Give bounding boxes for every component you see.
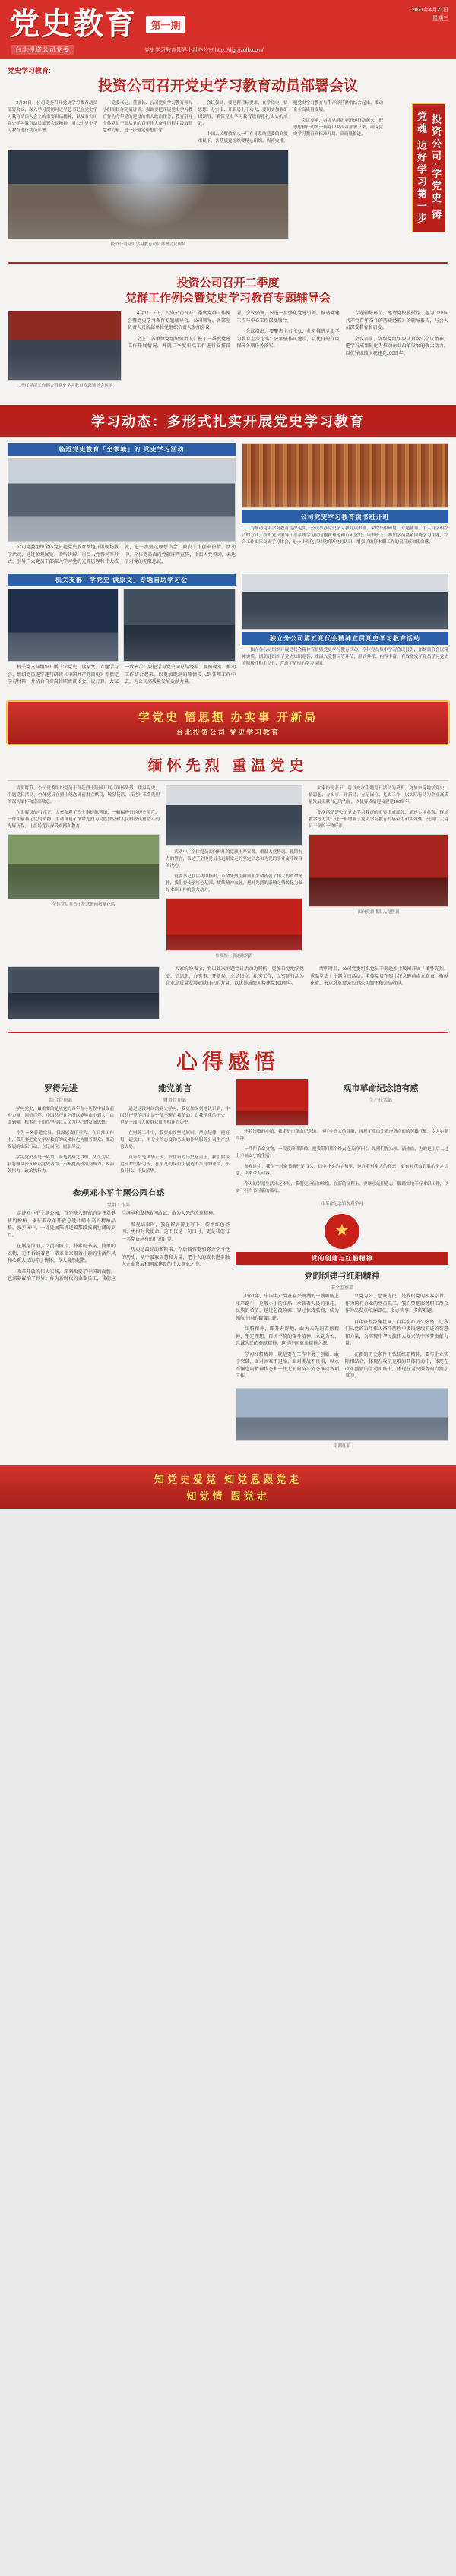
dynamics-section <box>0 437 456 696</box>
lead-paragraph: 中国人民解放军八一厂在各系统党委的高度重视下，各基层党组织要精心组织，周密安排，把党史学习教育与生产经营紧密结合起来，推动企业高质量发展。 <box>198 101 383 144</box>
reflection-paragraph: 走进邓小平主题公园，首先映入眼帘的是苍翠挺拔的松柏，象征着改革开放总设计师崇高的精神品格。漫步园中，一处处展陈讲述着那段波澜壮阔的岁月。 <box>8 1212 116 1238</box>
divider <box>8 1032 448 1033</box>
memorial-row-1 <box>8 785 448 962</box>
reflection-paragraph: 在新的历史条件下弘扬红船精神，要与企业实际相结合，体现在攻坚克难的具体行动中，体现在改革创新的生动实践中，体现在为民服务的点滴小事中。 <box>345 1352 448 1379</box>
dynamics-block-title: 独立分公司第五党代会精神宣贯党史学习教育活动 <box>242 632 448 645</box>
memorial-paragraph: 清明时节，公司党委组织党员干部赴烈士陵园开展「缅怀先烈、重温党史」主题党日活动。全体党员在烈士纪念碑前肃立默哀，敬献花篮，表达对革命先烈的深切缅怀和崇高敬意。 <box>8 786 160 804</box>
reflection-paragraph: 立党为公、忠诚为民，是我们党的根本宗旨。作为国有企业的党员职工，我们要把服务职工群众作为出发点和落脚点，多办实事、多解难题。 <box>345 1294 448 1313</box>
lead-paragraph: 会议要求，各级党组织要迅速行动起来，把思想和行动统一到党中央决策部署上来，确保党史学习教育高标准开局、高质量推进。 <box>293 119 383 137</box>
memorial-photo-caption: 参观烈士事迹陈列馆 <box>215 954 253 959</box>
reflection-subhead: 维党前言 <box>158 1084 192 1093</box>
second-section <box>0 268 456 399</box>
reflection-author: 党群工作部 <box>106 1203 130 1208</box>
memorial-photo <box>166 898 302 951</box>
reflection-paragraph: 在财务工作中，我要始终坚持原则、严守纪律，把好每一道关口，用专业的态度和务实的作风服务公司生产经营大局。 <box>120 1131 230 1149</box>
reflection-body-3 <box>8 1211 230 1284</box>
memorial-paragraph: 活动中，全体党员面向鲜红的党旗庄严宣誓，重温入党誓词。铿锵有力的誓言，表达了全体党员永远跟党走的坚定信念和为党的事业奋斗终身的决心。 <box>166 850 302 868</box>
reflection-section <box>0 1079 456 1459</box>
footer-band <box>0 1465 456 1509</box>
second-headline-line2: 党群工作例会暨党史学习教育专题辅导会 <box>125 292 331 305</box>
second-paragraph: 会上，各单位党组织负责人汇报了一季度党建工作开展情况，并就二季度重点工作进行安排部署。会议强调，要进一步强化党建引领，推动党建工作与中心工作深度融合。 <box>128 311 340 349</box>
second-body-row <box>8 311 448 391</box>
lead-headline: 投资公司召开党史学习教育动员部署会议 <box>97 78 358 94</box>
reflection-subhead: 党的创建与红船精神 <box>304 1272 380 1281</box>
reflection-right <box>236 1079 448 1452</box>
second-paragraph: 会议指出，要聚焦主责主业，扎实推进党史学习教育走深走实；要加强作风建设，以优良的作风保障各项任务落实。 <box>236 330 340 349</box>
reflection-paragraph: 学习党史，最重要的是从党的百年奋斗历程中汲取前进力量。回望百年，中国共产党之所以能够由小到大、由弱到强，根本在于始终坚持以人民为中心的发展思想。 <box>8 1107 114 1125</box>
lead-side-banner: 投资公司·学党史 铸党魂 迈好学习第一步 <box>412 103 445 232</box>
reflection-columns <box>8 1079 448 1452</box>
reflection-paragraph: 改革开放的伟大实践，深刻改变了中国的面貌，也深刻影响了世界。作为新时代的企业员工，我们应当继承和发扬敢闯敢试、敢为人先的改革精神。 <box>8 1212 218 1282</box>
dynamics-row-2 <box>8 574 448 688</box>
reflection-photo-caption: 市革命纪念馆参观学习 <box>321 1202 363 1206</box>
dynamics-photo <box>123 589 236 662</box>
lead-section <box>0 59 456 258</box>
dynamics-block-body <box>8 665 236 688</box>
emblem-caption: 党的创建与红船精神 <box>236 1252 448 1265</box>
memorial-photo <box>309 834 448 907</box>
lead-paragraph: 3月26日，公司党委召开党史学习教育动员部署会议，深入学习贯彻习近平总书记在党史学习教育动员大会上的重要讲话精神，以及省公司党史学习教育动员部署会议精神，对公司党史学习教育进行动员部署。 <box>8 101 98 133</box>
second-paragraph: 会议要求，各级党组织要认真落实会议精神，把学习成果转化为推动企业改革发展的强大动力，以优异成绩庆祝建党100周年。 <box>345 337 448 356</box>
reflection-subhead: 罗得先进 <box>44 1084 78 1093</box>
second-photo <box>8 311 122 381</box>
dynamics-paragraph: 机关党支部组织开展「学党史、读原文」专题学习会，组织党员逐字逐句研读《中国共产党简史》等指定学习材料，并结合自身岗位职责谈体会、说打算。大家一致表示，要把学习党史同总结经验、观照现实、推动工作结合起来，以更加饱满的热情投入到各项工作中去，为公司高质量发展贡献力量。 <box>8 665 236 684</box>
second-headline-line1: 投资公司召开二季度 <box>176 277 280 289</box>
reflection-paragraph: 百年恰是风华正茂。站在新的历史起点上，我们要接过前辈的接力棒，在平凡的岗位上创造不平凡的业绩，不负时代、不负韶华。 <box>120 1155 230 1174</box>
dynamics-paragraph: 公司党委组织全体党员赴党史教育基地开展现场教学活动，通过参观展览、聆听讲解、重温入党誓词等形式，引导广大党员干部深入学习党的光辉历程和伟大成就，进一步坚定理想信念，激发干事创业热情。活动中，全体党员面向党旗庄严宣誓，重温入党誓词，表达了对党的无限忠诚。 <box>8 545 236 564</box>
masthead-date-line1: 2021年4月21日 <box>411 8 448 13</box>
reflection-left <box>8 1079 230 1452</box>
red-band-line1: 学党史 悟思想 办实事 开新局 <box>138 712 318 724</box>
reflection-paragraph: 怀着崇敬的心情，我走进市革命纪念馆。序厅中高大的群雕，再现了革命先辈奋勇向前的英雄气概，令人心潮澎湃。 <box>236 1130 448 1141</box>
dynamics-paragraph: 为推动党史学习教育走深走实，公司举办党史学习教育读书班，采取集中研讨、专题辅导、个人自学相结合的方式，组织党员领导干部系统学习党的创新理论和百年党史。读书班上，参加学员紧紧围绕学习主题，结合工作实际交流学习体会，进一步深化了对党的历史的认识，增强了做好本职工作的责任感和使命感。 <box>242 526 448 545</box>
lead-paragraph: 会议强调，要把握目标要求，在学党史、悟思想、办实事、开新局上下功夫；要切实加强组织领导，确保党史学习教育取得扎扎实实的成效。 <box>198 101 288 126</box>
masthead <box>0 0 456 59</box>
reflection-subhead: 参观邓小平主题公园有感 <box>72 1189 165 1198</box>
reflection-paragraph: 学习红船精神，就是要在工作中勇于创新、敢于突破，面对困难不退缩，面对挑战不畏惧，以永不懈怠的精神状态和一往无前的奋斗姿态推动各项工作。 <box>236 1352 339 1379</box>
dynamics-banner: 学习动态：多形式扎实开展党史学习教育 <box>0 405 456 437</box>
memorial-paragraph: 大家纷纷表示，将以此次主题党日活动为契机，更加自觉地学党史、悟思想、办实事、开新局，立足岗位、扎实工作，以实际行动为企业高质量发展贡献自己的力量，以优异成绩迎接建党100周年。 <box>309 786 448 804</box>
memorial-title: 缅怀先烈 重温党史 <box>147 758 309 774</box>
masthead-date <box>412 6 448 23</box>
memorial-extra-body <box>166 966 448 1019</box>
second-photo-caption: 二季度党群工作例会暨党史学习教育专题辅导会现场 <box>16 384 113 388</box>
dynamics-block-title: 公司党史学习教育读书班开班 <box>242 510 448 523</box>
red-band-line2: 台北投资公司 党史学习教育 <box>176 729 280 736</box>
dynamics-red-band <box>6 700 450 745</box>
dynamics-block-title: 临近党史教育「全领域」的 党史学习活动 <box>8 443 236 456</box>
memorial-photo <box>8 834 160 899</box>
memorial-paragraph: 大家纷纷表示，将以此次主题党日活动为契机，更加自觉地学党史、悟思想、办实事、开新局，立足岗位、扎实工作，以实际行动为企业高质量发展贡献自己的力量，以优异成绩迎接建党100周年。 <box>166 967 304 986</box>
reflection-author: 生产技术部 <box>369 1098 392 1103</box>
lead-photo-caption: 投资公司党史学习教育动员部署会议现场 <box>110 242 186 247</box>
reflection-photo-caption: 南湖红船 <box>333 1443 350 1449</box>
reflection-paragraph: 百年征程波澜壮阔，百年初心历久弥坚。让我们从党的百年伟大奋斗历程中汲取继续前进的智慧和力量，为实现中华民族伟大复兴的中国梦贡献力量。 <box>345 1320 448 1346</box>
memorial-paragraph: 党委书记在活动中指出，革命先烈用鲜血和生命铸就了伟大的革命精神，我们要传承红色基因，赓续精神血脉，把对先烈的崇敬之情转化为做好本职工作的强大动力。 <box>166 874 302 893</box>
reflection-subhead: 观市革命纪念馆有感 <box>343 1084 419 1093</box>
lead-paragraph: 党委书记、董事长、公司党史学习教育领导小组组长作动员讲话，强调要把开展党史学习教育作为今年党的建设的重大政治任务，教育引导全体党员干部从党的百年伟大奋斗历程中汲取智慧和力量，进一步坚定理想信念。 <box>103 101 193 133</box>
reflection-author: 财务管理部 <box>163 1098 186 1103</box>
footer-line1: 知党史爱党 知党恩跟党走 <box>154 1473 302 1485</box>
dynamics-photo <box>8 458 236 542</box>
dynamics-photo <box>242 574 448 630</box>
memorial-photo <box>166 785 302 846</box>
dynamics-block-title: 机关支部「学党史 读原文」专题自助学习会 <box>8 574 236 586</box>
memorial-photo-caption: 全体党员在烈士纪念碑前敬献花篮 <box>52 902 116 907</box>
memorial-row-2 <box>8 966 448 1019</box>
reflection-paragraph: 历史是最好的教科书。今后我将更加努力学习党的历史，从中汲取智慧和力量，把个人的成长进步融入企业发展和国家建设的伟大事业之中。 <box>122 1248 230 1267</box>
memorial-paragraph: 清明时节，公司党委组织党员干部赴烈士陵园开展「缅怀先烈、重温党史」主题党日活动。全体党员在烈士纪念碑前肃立默哀，敬献花篮，表达对革命先烈的深切缅怀和崇高敬意。 <box>310 967 448 986</box>
reflection-author: 综合管理部 <box>49 1098 72 1103</box>
reflection-paragraph: 作为一名普通党员，我深感责任重大。在日常工作中，我们要把党史学习教育的成果转化为服务群众、推动发展的实际行动，立足岗位、履职尽责。 <box>8 1131 114 1149</box>
footer-line2: 知党情 跟党走 <box>186 1490 270 1502</box>
reflection-author: 安全监察部 <box>330 1286 353 1291</box>
lead-body <box>8 100 383 145</box>
lead-photo <box>8 150 289 239</box>
reflection-title: 心得感悟 <box>176 1051 280 1074</box>
reflection-photo <box>236 1079 309 1126</box>
reflection-paragraph: 通过这段时间的党史学习，我更加深刻地认识到，中国共产党的历史是一部不断自我革命、自我净化的历史，也是一部与人民群众血肉相连的历史。 <box>120 1107 230 1125</box>
party-emblem-icon <box>325 1214 359 1249</box>
memorial-paragraph: 此次活动是公司党史学习教育的重要组成部分，通过实地参观、现场教学等方式，进一步增强了党史学习教育的感染力和实效性，受到广大党员干部的一致好评。 <box>309 811 448 829</box>
reflection-paragraph: 在展览馆里，泛黄的照片、朴素的书桌、简单的衣物，无不诉说着老一辈革命家艰苦朴素的生活作风和心系人民的赤子情怀，令人肃然起敬。 <box>8 1244 116 1263</box>
reflection-paragraph: 一件件革命文物、一段段珍贵影像，把我带回那个烽火连天的年代。先烈们抛头颅、洒热血，为的是让后人过上幸福安宁的生活。 <box>236 1147 448 1158</box>
dynamics-photo <box>8 589 119 662</box>
dynamics-paragraph: 独立分公司组织开展党代会精神宣贯暨党史学习教育活动，全体党员集中学习会议报告，深刻领会会议精神实质。活动还组织了党史知识竞答、重温入党誓词等环节，形式多样、内容丰富，有效激发了党员学习党史的积极性和主动性，营造了浓厚的学习氛围。 <box>242 648 448 666</box>
reflection-paragraph: 今天的幸福生活来之不易，我们更应倍加珍惜。在新的征程上，要继承先烈遗志，脚踏实地干好本职工作，以实干担当书写新的篇章。 <box>236 1182 448 1193</box>
reflection-paragraph: 参观途中，我在一封家书前驻足良久。信中朴实的字句里，饱含着对家人的眷恋，更有对革命必胜的坚定信念，读来令人动容。 <box>236 1165 448 1176</box>
masthead-org: 党史学习教育领导小组办公室 http://djgj.jjzqfb.com/ <box>144 48 264 53</box>
memorial-photo <box>8 966 160 1019</box>
memorial-paragraph: 在讲解员的引导下，大家参观了烈士事迹陈列馆，一幅幅珍贵的历史照片、一件件承载记忆的实物，生动再现了革命先烈为民族独立和人民解放英勇奋斗的光辉历程，让在场党员深受震撼和教育。 <box>8 811 160 829</box>
masthead-date-line2: 星期三 <box>432 16 448 21</box>
memorial-photo-caption: 面向党旗重温入党誓词 <box>357 910 400 915</box>
lead-kicker: 党史学习教育: <box>8 67 51 74</box>
reflection-photo <box>236 1388 448 1441</box>
reflection-paragraph: 学习党史不是一阵风，而是要持之以恒、久久为功。我将继续深入研读党史著作，不断提高政治判断力、政治领悟力、政治执行力。 <box>8 1155 114 1174</box>
masthead-subtitle: 台北投资公司党委 <box>11 45 74 55</box>
second-paragraph: 4月1日下午，投资公司召开二季度党群工作例会暨党史学习教育专题辅导会，公司领导、各部室负责人及所属单位党组织负责人参加会议。 <box>128 311 231 330</box>
reflection-paragraph: 红船精神，即开天辟地、敢为人先的首创精神，坚定理想、百折不挠的奋斗精神，立党为公、忠诚为民的奉献精神。这是中国革命精神之源。 <box>236 1327 339 1346</box>
emblem-block <box>236 1214 448 1265</box>
dynamics-block-body <box>8 545 236 568</box>
reflection-paragraph: 1921年，中国共产党在嘉兴南湖的一艘画舫上庄严诞生，这艘小小的红船，承载着人民的重托、民族的希望，越过急流险滩，穿过惊涛骇浪，成为领航中国的巍巍巨轮。 <box>236 1294 339 1321</box>
divider <box>8 780 448 781</box>
reflection-body-right-2 <box>236 1294 448 1385</box>
memorial-section <box>0 750 456 1027</box>
second-paragraph: 专题辅导环节，邀请党校教授作了题为《中国共产党百年奋斗的历史经验》的辅导报告，与会人员深受教育和启发。 <box>345 311 448 330</box>
issue-badge: 第一期 <box>146 16 185 33</box>
divider <box>8 262 448 264</box>
second-body <box>128 311 448 391</box>
dynamics-row-1 <box>8 443 448 568</box>
reflection-paragraph: 参观结束时，我在留言簿上写下：传承红色基因，勇担时代使命。这不仅是一句口号，更是我们每一名党员应有的行动自觉。 <box>122 1222 230 1242</box>
masthead-title: 党史教育 <box>9 7 137 41</box>
dynamics-photo <box>242 443 448 508</box>
